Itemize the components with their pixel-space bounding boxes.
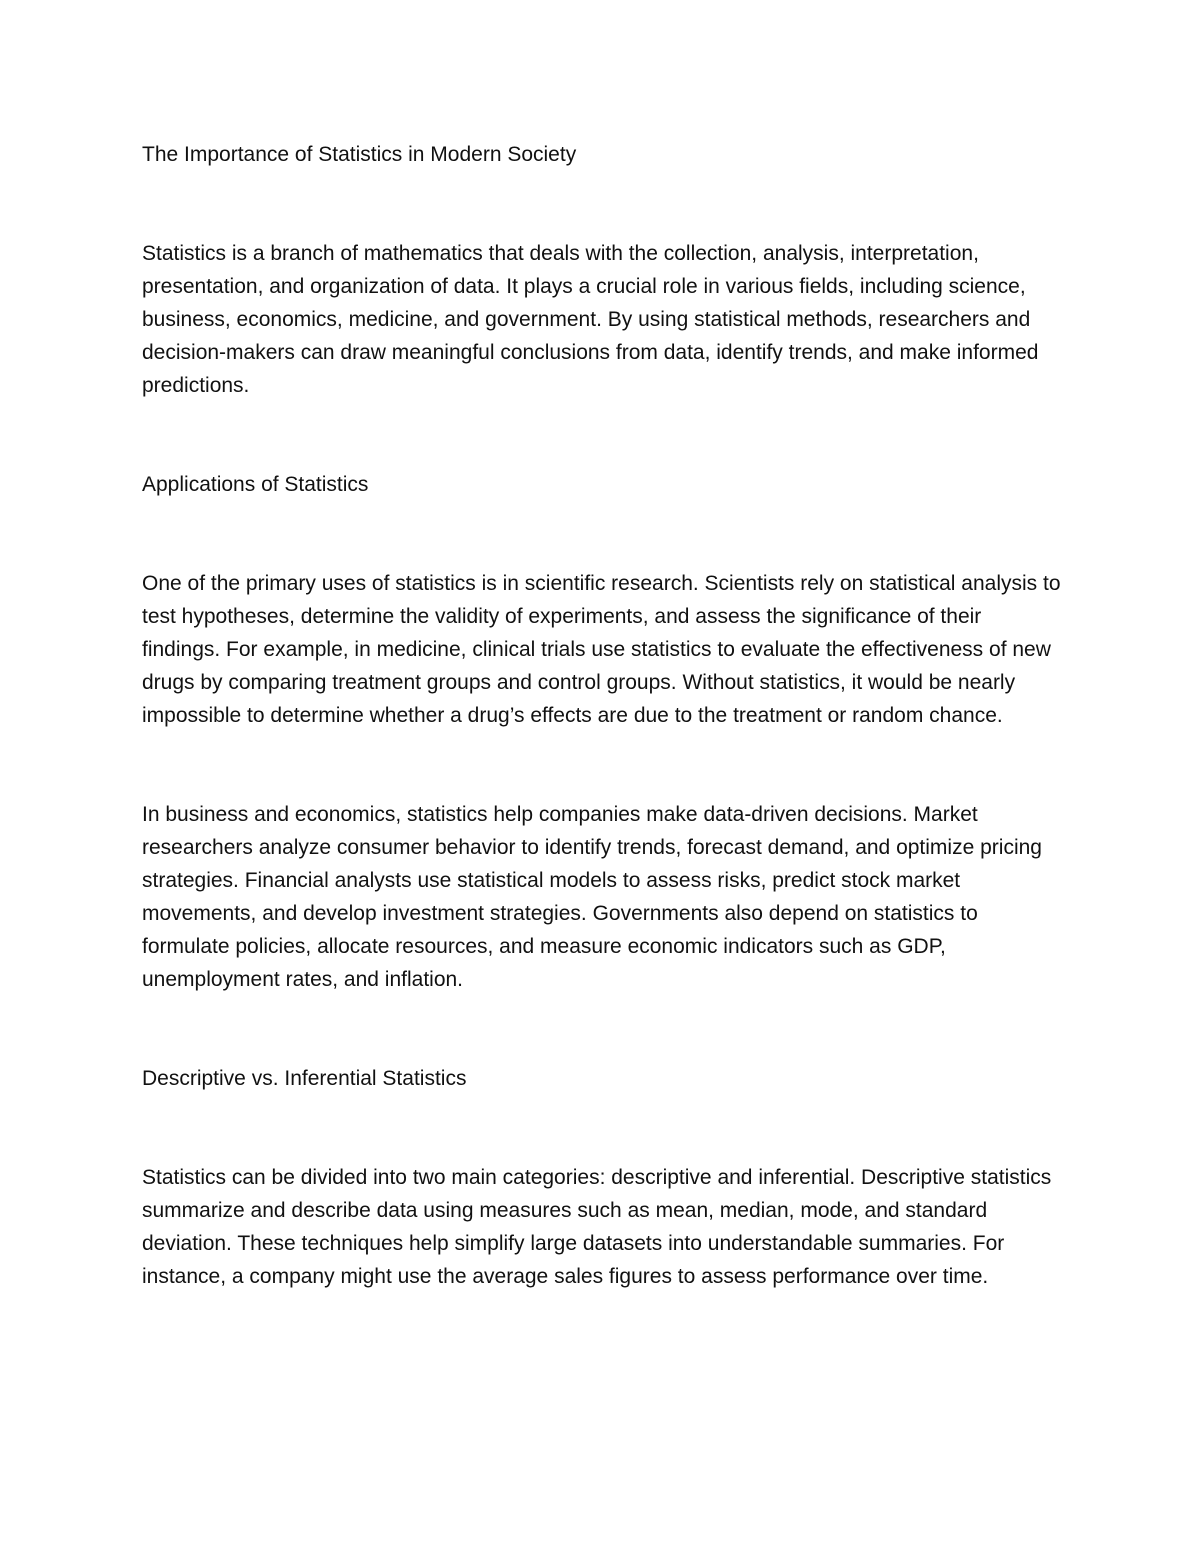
paragraph-business-economics: In business and economics, statistics help companies make data-driven decisions. Market researchers analyze consumer behavior to identify trends, forecast demand, and optimize pricing strategies. Financial analysts use statistical models to assess risks, predict stock market movements, and develop investment strategies. Governments also depend on statistics to formulate policies, allocate resources, and measure economic indicators such as GDP, unemployment rates, and inflation. [142,803,1042,991]
document-body [142,138,1062,1359]
intro-paragraph: Statistics is a branch of mathematics that deals with the collection, analysis, interpretation, presentation, and organization of data. It plays a crucial role in various fields, including science, business, economics, medicine, and government. By using statistical methods, researchers and decision-makers can draw meaningful conclusions from data, identify trends, and make informed predictions. [142,242,1039,397]
section-heading-applications: Applications of Statistics [142,473,369,496]
paragraph-descriptive-statistics: Statistics can be divided into two main categories: descriptive and inferential. Descriptive statistics summarize and describe data using measures such as mean, median, mode, and standard deviation. These techniques help simplify large datasets into understandable summaries. For instance, a company might use the average sales figures to assess performance over time. [142,1166,1052,1288]
document-title: The Importance of Statistics in Modern Society [142,143,577,166]
section-heading-descriptive-inferential: Descriptive vs. Inferential Statistics [142,1067,467,1090]
paragraph-scientific-research: One of the primary uses of statistics is in scientific research. Scientists rely on statistical analysis to test hypotheses, determine the validity of experiments, and assess the significance of their findings. For example, in medicine, clinical trials use statistics to evaluate the effectiveness of new drugs by comparing treatment groups and control groups. Without statistics, it would be nearly impossible to determine whether a drug’s effects are due to the treatment or random chance. [142,572,1061,727]
